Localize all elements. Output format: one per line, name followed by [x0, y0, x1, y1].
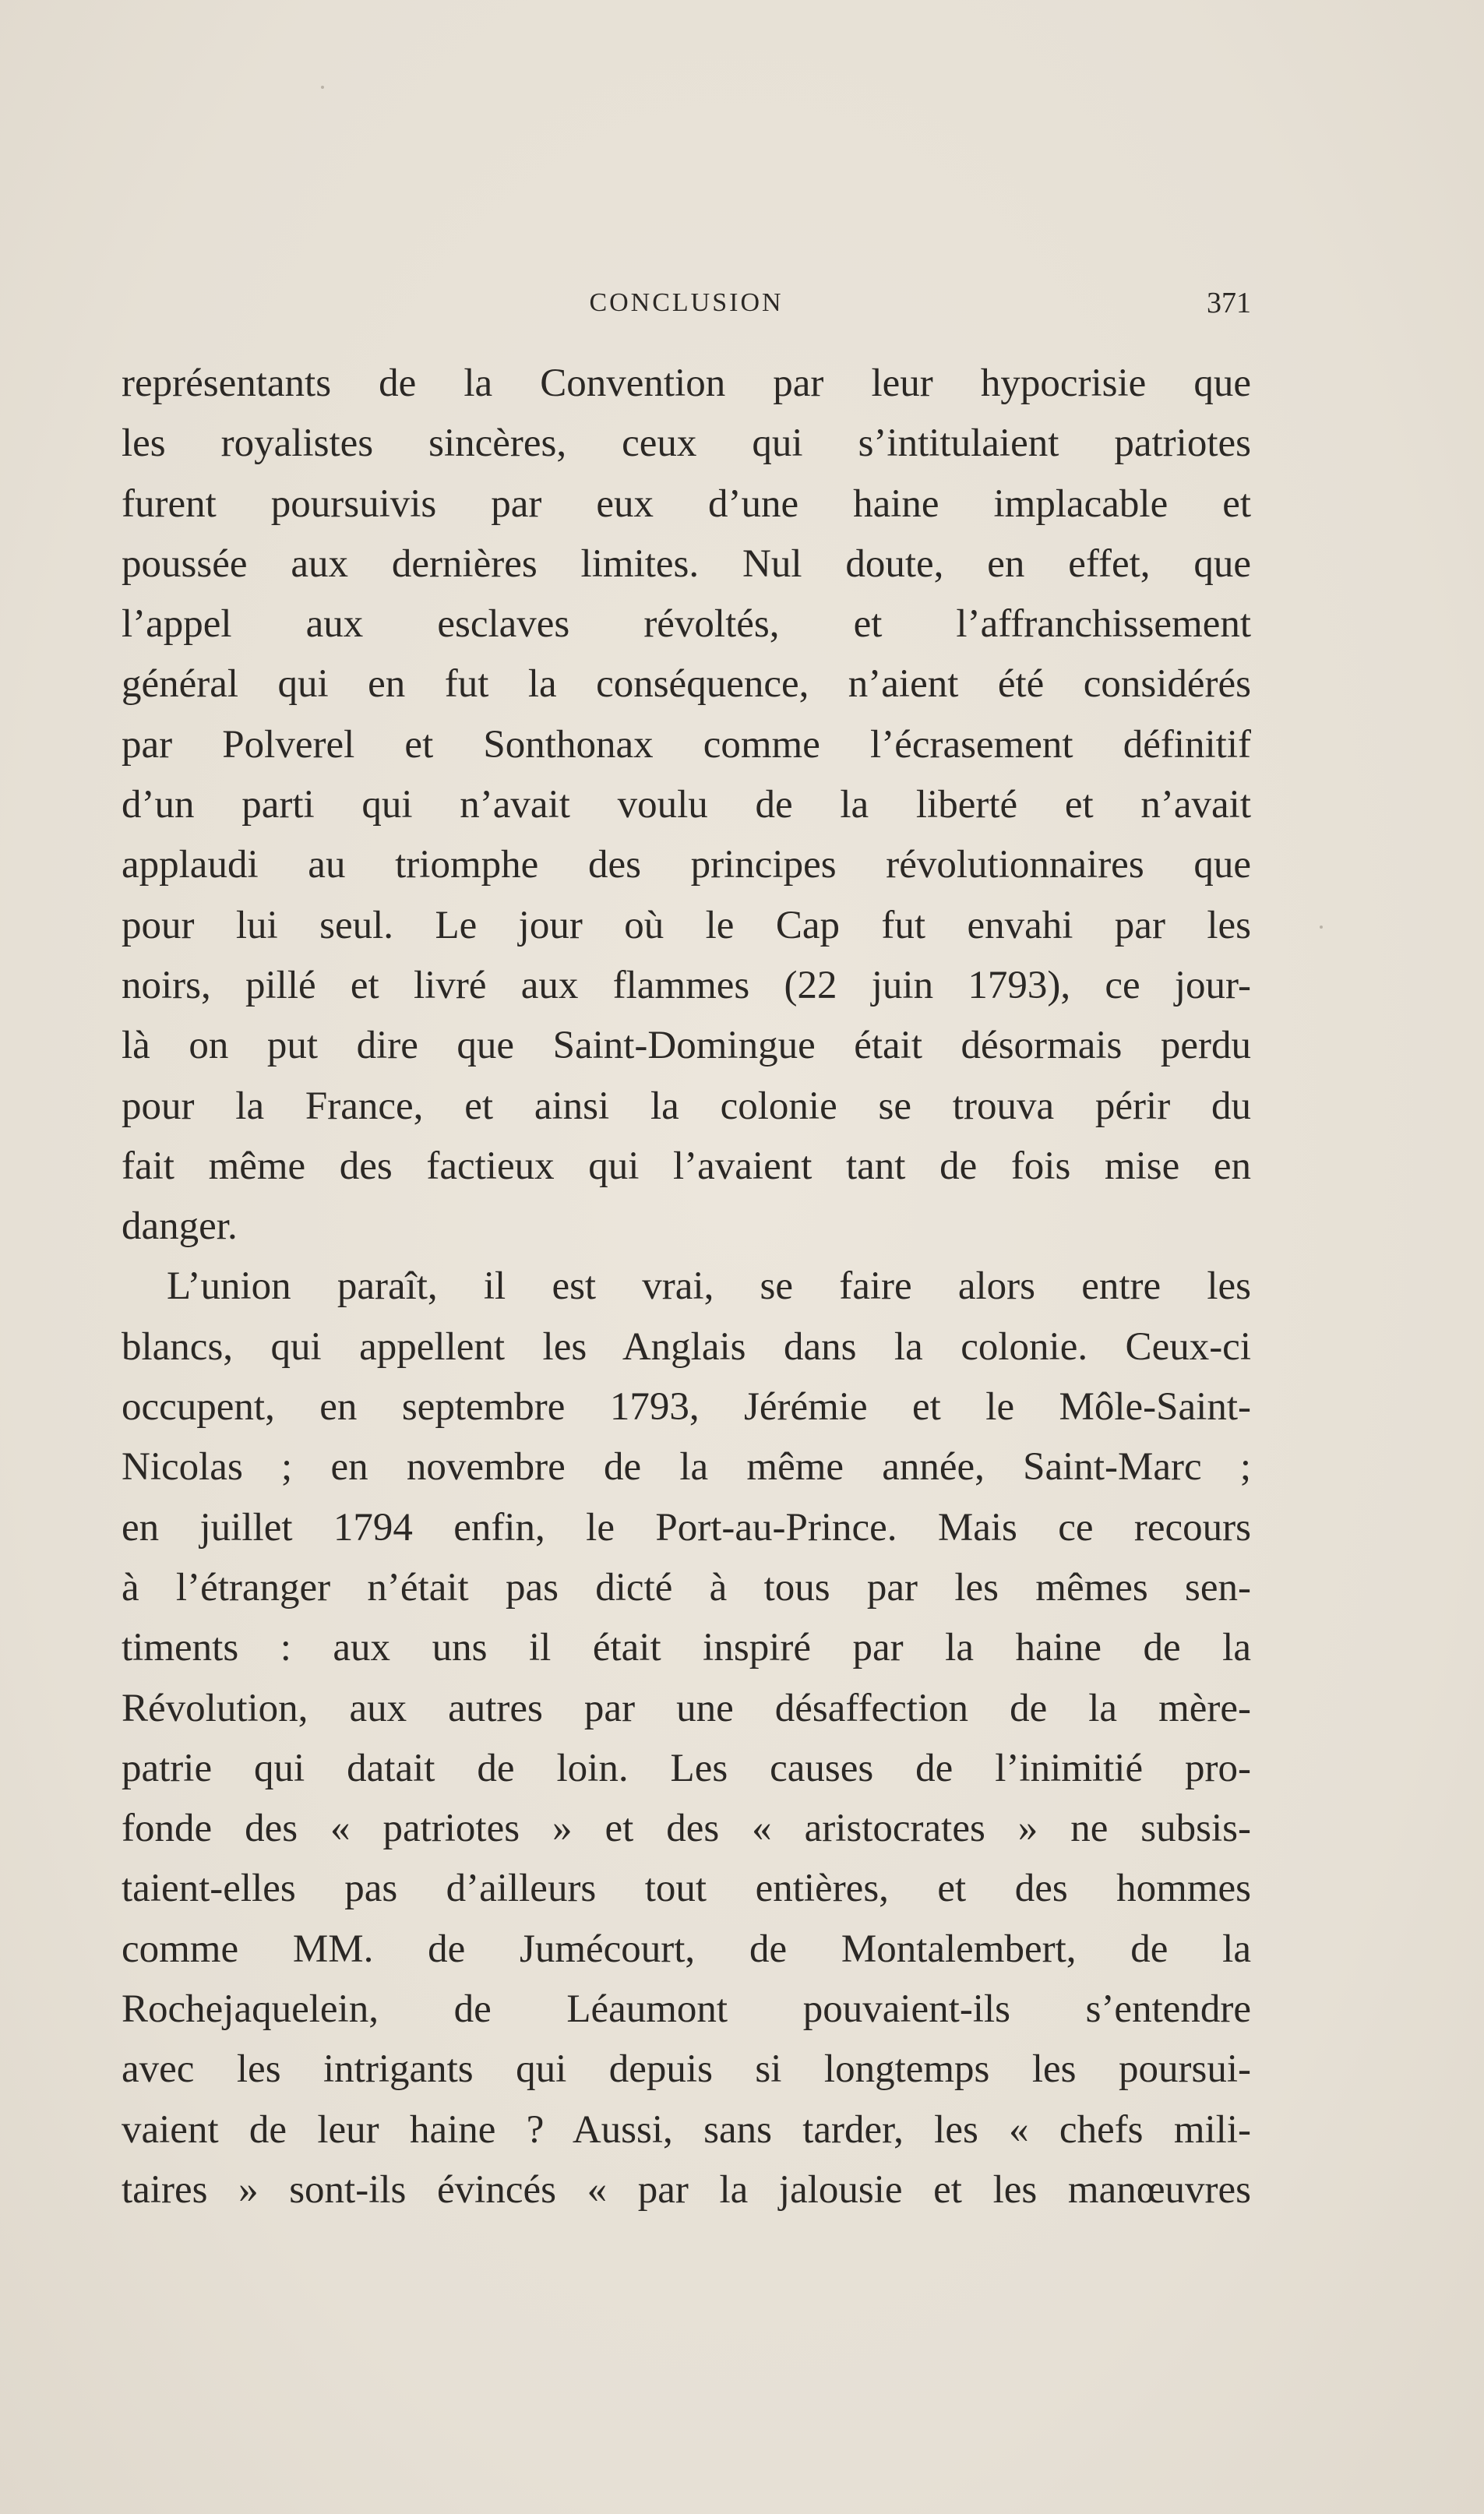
text-line: avec les intrigants qui depuis si longtemps les poursui- [122, 2047, 1251, 2092]
text-line: pour lui seul. Le jour où le Cap fut envahi par les [122, 903, 1251, 947]
text-line: Rochejaquelein, de Léaumont pouvaient-ils s’entendre [122, 1987, 1251, 2032]
text-line: furent poursuivis par eux d’une haine implacable et [122, 481, 1251, 526]
text-line: représentants de la Convention par leur hypocrisie que [122, 361, 1251, 405]
body-text [122, 360, 1251, 2227]
text-line: noirs, pillé et livré aux flammes (22 juin 1793), ce jour- [122, 963, 1251, 1007]
text-line: vaient de leur haine ? Aussi, sans tarder, les « chefs mili- [122, 2107, 1251, 2152]
text-line: fait même des factieux qui l’avaient tant de fois mise en [122, 1144, 1251, 1188]
text-line: fonde des « patriotes » et des « aristocrates » ne subsis- [122, 1807, 1251, 1851]
text-line: poussée aux dernières limites. Nul doute, en effet, que [122, 541, 1251, 586]
text-line: général qui en fut la conséquence, n’aient été considérés [122, 662, 1251, 707]
text-line: taires » sont-ils évincés « par la jalousie et les manœuvres [122, 2167, 1251, 2212]
text-line: timents : aux uns il était inspiré par la haine de la [122, 1626, 1251, 1670]
running-head [122, 284, 1251, 323]
text-line: d’un parti qui n’avait voulu de la liberté et n’avait [122, 783, 1251, 827]
text-line: danger. [122, 1204, 238, 1249]
text-line: l’appel aux esclaves révoltés, et l’affranchissement [122, 602, 1251, 647]
text-line: comme MM. de Jumécourt, de Montalembert, de la [122, 1927, 1251, 1971]
text-line: Nicolas ; en novembre de la même année, Saint-Marc ; [122, 1445, 1251, 1490]
text-line: patrie qui datait de loin. Les causes de l’inimitié pro- [122, 1746, 1251, 1790]
text-line: L’union paraît, il est vrai, se faire alors entre les [167, 1264, 1251, 1309]
text-line: par Polverel et Sonthonax comme l’écrasement définitif [122, 722, 1251, 767]
text-line: à l’étranger n’était pas dicté à tous par les mêmes sen- [122, 1565, 1251, 1610]
paper-speck [1320, 926, 1323, 929]
page-number: 371 [1207, 287, 1251, 319]
text-line: en juillet 1794 enfin, le Port-au-Prince. Mais ce recours [122, 1505, 1251, 1550]
text-line: applaudi au triomphe des principes révolutionnaires que [122, 843, 1251, 887]
text-line: les royalistes sincères, ceux qui s’intitulaient patriotes [122, 421, 1251, 466]
text-line: là on put dire que Saint-Domingue était désormais perdu [122, 1024, 1251, 1068]
text-line: occupent, en septembre 1793, Jérémie et le Môle-Saint- [122, 1385, 1251, 1430]
text-line: taient-elles pas d’ailleurs tout entières, et des hommes [122, 1867, 1251, 1911]
text-line: Révolution, aux autres par une désaffection de la mère- [122, 1686, 1251, 1730]
text-line: pour la France, et ainsi la colonie se trouva périr du [122, 1084, 1251, 1128]
paper-speck [321, 86, 324, 89]
text-line: blancs, qui appellent les Anglais dans la colonie. Ceux-ci [122, 1324, 1251, 1369]
running-title: CONCLUSION [589, 288, 784, 317]
